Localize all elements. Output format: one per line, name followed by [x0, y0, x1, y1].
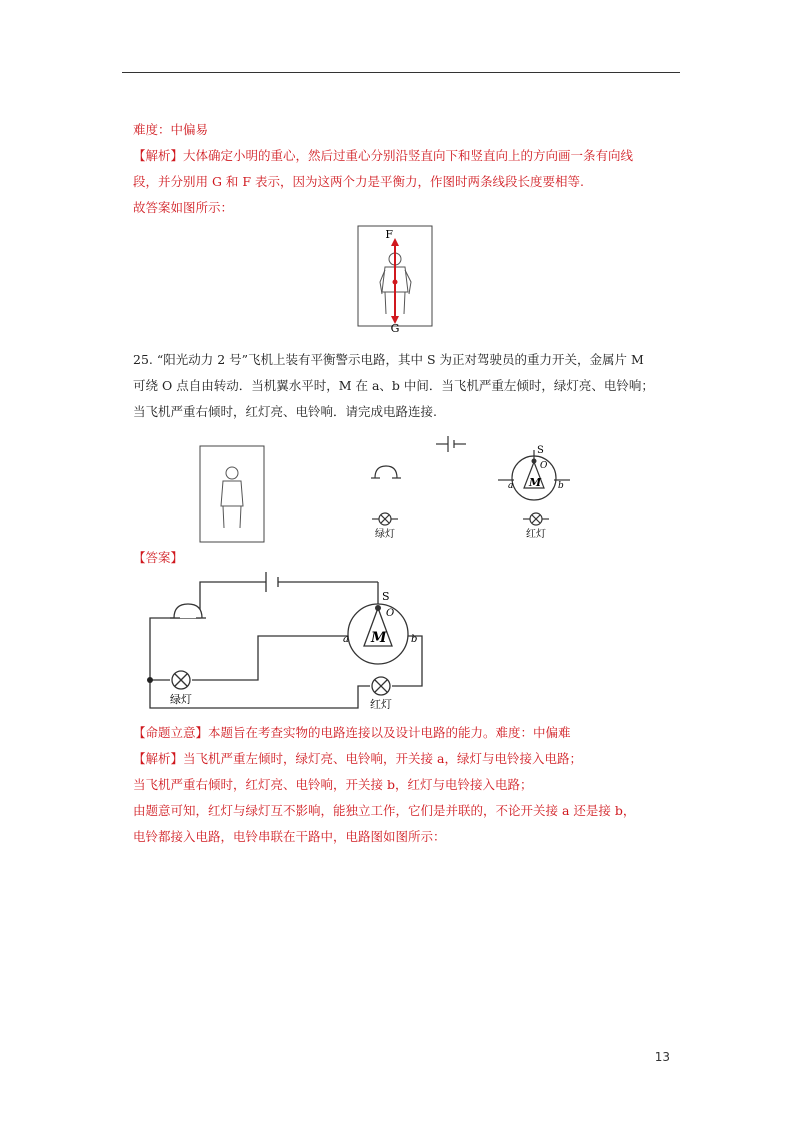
- green-lamp-label: 绿灯: [375, 529, 395, 540]
- intent-line: 【命题立意】本题旨在考查实物的电路连接以及设计电路的能力。难度：中偏难: [133, 725, 571, 740]
- svg-text:O: O: [386, 608, 395, 619]
- boy-figure: [221, 467, 243, 528]
- wire-left-top: [150, 582, 266, 680]
- battery-icon: [436, 436, 466, 452]
- answer-tag: 【答案】: [133, 550, 184, 565]
- question-25-line3: 当飞机严重右倾时，红灯亮、电铃响．请完成电路连接.: [133, 404, 437, 419]
- svg-text:b: b: [558, 481, 564, 491]
- analysis-25-line1: 【解析】当飞机严重左倾时，绿灯亮、电铃响，开关接 a，绿灯与电铃接入电路；: [133, 751, 582, 766]
- svg-text:b: b: [411, 634, 418, 645]
- label-f: F: [385, 228, 393, 241]
- svg-text:a: a: [343, 634, 349, 645]
- red-lamp-label: 红灯: [526, 529, 546, 540]
- battery-icon: [266, 572, 278, 592]
- analysis-25-line4: 电铃都接入电路，电铃串联在干路中，电路图如图所示：: [133, 829, 446, 844]
- svg-text:M: M: [371, 630, 387, 646]
- boy-frame: [200, 446, 264, 542]
- analysis-24-line1: 【解析】大体确定小明的重心，然后过重心分别沿竖直向下和竖直向上的方向画一条有向线: [133, 148, 634, 163]
- analysis-24-line2: 段，并分别用 G 和 F 表示，因为这两个力是平衡力，作图时两条线段长度要相等.: [133, 174, 585, 189]
- svg-text:a: a: [508, 481, 514, 491]
- analysis-tag: 【解析】: [133, 751, 184, 766]
- green-lamp-icon: [172, 671, 190, 689]
- header-rule: [122, 72, 680, 73]
- junction-dot: [147, 677, 153, 683]
- question-25-line2: 可绕 O 点自由转动．当机翼水平时，M 在 a、b 中间．当飞机严重左倾时，绿灯亮、电铃响；: [133, 378, 654, 393]
- green-lamp-icon: [372, 513, 398, 525]
- wire-a-branch: [192, 636, 350, 680]
- svg-text:S: S: [537, 445, 544, 456]
- page-number: 13: [654, 1050, 670, 1064]
- answer-circuit: [140, 568, 440, 713]
- analysis-tag: 【解析】: [133, 148, 184, 163]
- analysis-25-line3: 由题意可知，红灯与绿灯互不影响，能独立工作，它们是并联的，不论开关接 a 还是接 b，: [133, 803, 636, 818]
- analysis-25-line2: 当飞机严重右倾时，红灯亮、电铃响，开关接 b，红灯与电铃接入电路；: [133, 777, 533, 792]
- components-figure: [190, 430, 590, 550]
- svg-text:M: M: [529, 476, 542, 489]
- svg-text:S: S: [382, 590, 390, 603]
- difficulty-24: 难度：中偏易: [133, 122, 209, 137]
- label-g: G: [390, 322, 400, 332]
- intent-tag: 【命题立意】: [133, 725, 209, 740]
- analysis-24-line3: 故答案如图所示：: [133, 200, 234, 215]
- force-diagram: [340, 222, 450, 332]
- green-lamp-label: 绿灯: [170, 693, 192, 706]
- gravity-switch-icon: [498, 450, 570, 500]
- bell-icon: [371, 466, 401, 478]
- red-lamp-icon: [372, 677, 390, 695]
- question-25-line1: 25. “阳光动力 2 号”飞机上装有平衡警示电路，其中 S 为正对驾驶员的重力开关，金属片 M: [133, 352, 644, 367]
- svg-text:O: O: [540, 461, 548, 471]
- center-of-gravity-dot: [393, 280, 398, 285]
- red-lamp-icon: [523, 513, 549, 525]
- red-lamp-label: 红灯: [370, 698, 392, 711]
